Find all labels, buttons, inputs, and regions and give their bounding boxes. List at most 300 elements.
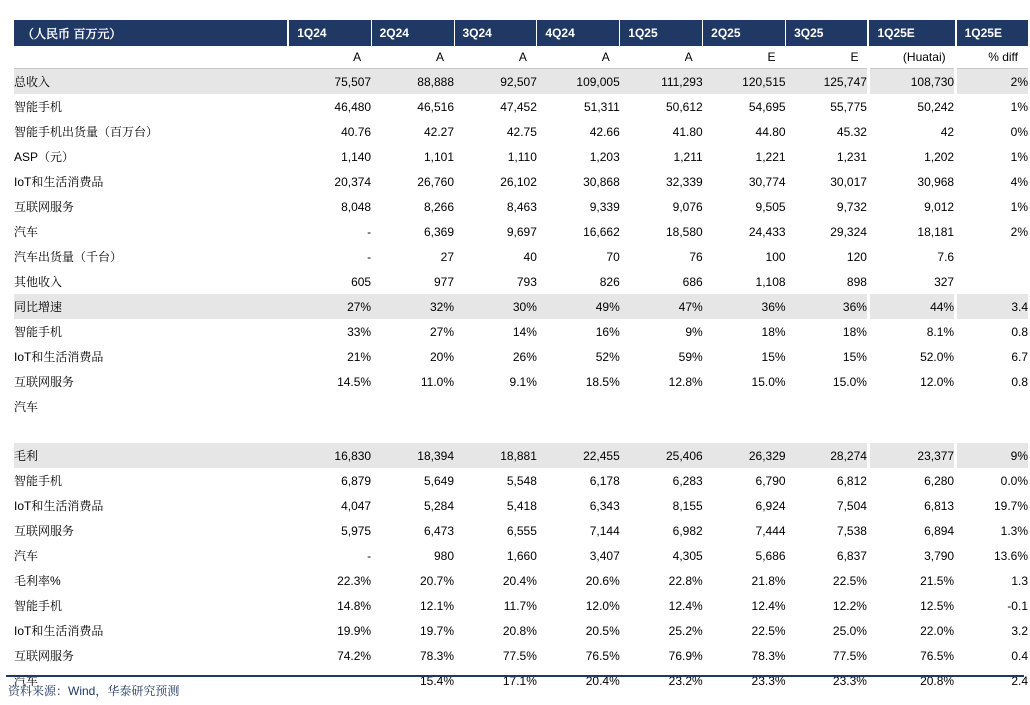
cell-value: 40.76 — [341, 124, 372, 139]
cell-value: 1.3 — [956, 568, 1028, 593]
cell-value — [620, 394, 703, 419]
subheader-5: A — [620, 46, 703, 69]
cell-value: 26,329 — [703, 443, 786, 468]
subheader-9: % diff — [956, 46, 1028, 69]
cell-value: 42.75 — [506, 124, 537, 139]
cell-value: 76.5% — [868, 643, 955, 668]
cell-value: 20.4% — [585, 673, 620, 688]
cell-value — [537, 394, 620, 419]
cell-value: 826 — [599, 274, 620, 289]
subheader-label — [14, 46, 288, 69]
cell-value: 19.7% — [419, 623, 454, 638]
cell-value: 793 — [516, 274, 537, 289]
row-label: 毛利率% — [14, 574, 61, 588]
cell-value: 19.7% — [956, 493, 1028, 518]
row-label: 总收入 — [14, 69, 288, 95]
row-label: 汽车 — [14, 225, 39, 239]
row-label: 智能手机 — [14, 474, 63, 488]
cell-value: 1,140 — [341, 149, 372, 164]
cell-value: 27 — [440, 249, 454, 264]
cell-value: 15.0% — [832, 374, 867, 389]
cell-value: 36% — [786, 294, 869, 319]
cell-value: 15% — [842, 349, 867, 364]
cell-value: 6,813 — [868, 493, 955, 518]
row-label: 汽车出货量（千台） — [14, 250, 123, 264]
cell-value — [454, 394, 537, 419]
cell-value: 2% — [956, 219, 1028, 244]
header-col-1q25e-huatai: 1Q25E — [868, 20, 955, 46]
cell-value: 29,324 — [830, 224, 867, 239]
cell-value: 6.7 — [956, 344, 1028, 369]
cell-value: 9,012 — [868, 194, 955, 219]
cell-value: 5,284 — [423, 498, 454, 513]
cell-value: 50,242 — [868, 94, 955, 119]
cell-value: 59% — [678, 349, 703, 364]
cell-value: 12.4% — [751, 598, 786, 613]
cell-value: 42.27 — [423, 124, 454, 139]
table-row — [14, 119, 1028, 144]
cell-value: 15% — [761, 349, 786, 364]
cell-value: 23.3% — [832, 673, 867, 688]
cell-value: 1% — [956, 194, 1028, 219]
cell-value: 55,775 — [830, 99, 867, 114]
cell-value: 30,774 — [748, 174, 786, 189]
cell-value: 26,760 — [417, 174, 454, 189]
cell-value: 21% — [347, 349, 372, 364]
cell-value: 125,747 — [786, 69, 869, 95]
header-col-1q25: 1Q25 — [620, 20, 703, 46]
cell-value: 5,548 — [506, 473, 537, 488]
cell-value: 605 — [351, 274, 372, 289]
cell-value: 16,830 — [288, 443, 371, 468]
cell-value: 8.1% — [868, 319, 955, 344]
cell-value: 17.1% — [502, 673, 537, 688]
cell-value: 1,108 — [755, 274, 786, 289]
cell-value: 6,178 — [589, 473, 620, 488]
cell-value: 898 — [846, 274, 867, 289]
cell-value — [288, 394, 371, 419]
cell-value: 30% — [454, 294, 537, 319]
row-label: IoT和生活消费品 — [14, 624, 104, 638]
cell-value: 0.8 — [956, 319, 1028, 344]
cell-value: 3,790 — [868, 543, 955, 568]
cell-value: 33% — [347, 324, 372, 339]
cell-value: 7,504 — [836, 498, 867, 513]
table-row — [14, 518, 1028, 543]
cell-value: 108,730 — [868, 69, 955, 95]
table-row — [14, 593, 1028, 618]
table-row — [14, 394, 1028, 419]
cell-value: 22.8% — [668, 573, 703, 588]
cell-value: 18.5% — [585, 374, 620, 389]
cell-value: 76 — [689, 249, 703, 264]
header-label: （人民币 百万元） — [14, 20, 288, 46]
cell-value: 32% — [371, 294, 454, 319]
cell-value: 977 — [433, 274, 454, 289]
footer — [0, 675, 1030, 705]
cell-value: 12.1% — [419, 598, 454, 613]
cell-value: 42 — [868, 119, 955, 144]
cell-value: 0.4 — [956, 643, 1028, 668]
subheader-3: A — [454, 46, 537, 69]
cell-value — [868, 419, 955, 443]
cell-value: 6,555 — [506, 523, 537, 538]
cell-value: 22,455 — [537, 443, 620, 468]
cell-value: 6,473 — [423, 523, 454, 538]
cell-value: - — [367, 224, 372, 239]
cell-value: 8,155 — [672, 498, 703, 513]
cell-value: 45.32 — [836, 124, 867, 139]
cell-value: 14.5% — [337, 374, 372, 389]
header-col-2q24: 2Q24 — [371, 20, 454, 46]
cell-value: - — [367, 548, 372, 563]
cell-value: 8,463 — [506, 199, 537, 214]
cell-value: 75,507 — [288, 69, 371, 95]
cell-value: 2% — [956, 69, 1028, 95]
cell-value: 26,102 — [500, 174, 537, 189]
table-row — [14, 443, 1028, 468]
cell-value: 51,311 — [583, 99, 620, 114]
cell-value: 54,695 — [748, 99, 786, 114]
cell-value: 16% — [595, 324, 620, 339]
cell-value: 92,507 — [454, 69, 537, 95]
cell-value: 3,407 — [589, 548, 620, 563]
cell-value: 1,101 — [423, 149, 454, 164]
table-row — [14, 169, 1028, 194]
cell-value — [786, 419, 869, 443]
cell-value: 8,266 — [423, 199, 454, 214]
cell-value: 28,274 — [786, 443, 869, 468]
cell-value: 22.0% — [868, 618, 955, 643]
subheader-1: A — [288, 46, 371, 69]
cell-value: 9,505 — [755, 199, 786, 214]
header-col-1q25e-diff: 1Q25E — [956, 20, 1028, 46]
cell-value: 25,406 — [620, 443, 703, 468]
cell-value — [703, 394, 786, 419]
subheader-2: A — [371, 46, 454, 69]
cell-value: 5,649 — [423, 473, 454, 488]
cell-value: 24,433 — [748, 224, 786, 239]
cell-value: 18% — [761, 324, 786, 339]
cell-value: 0.8 — [956, 369, 1028, 394]
row-label: 互联网服务 — [14, 200, 75, 214]
subheader-6: E — [703, 46, 786, 69]
financial-table — [14, 20, 1028, 693]
cell-value — [454, 419, 537, 443]
header-col-1q24: 1Q24 — [288, 20, 371, 46]
cell-value: 686 — [682, 274, 703, 289]
cell-value: 1% — [956, 144, 1028, 169]
cell-value: 1,660 — [506, 548, 537, 563]
cell-value: 4,305 — [672, 548, 703, 563]
cell-value: 1,110 — [507, 149, 537, 164]
cell-value: 18% — [842, 324, 867, 339]
row-label: IoT和生活消费品 — [14, 175, 104, 189]
cell-value: 6,280 — [868, 468, 955, 493]
cell-value: 15.0% — [751, 374, 786, 389]
cell-value: 6,982 — [672, 523, 703, 538]
cell-value: 18,181 — [868, 219, 955, 244]
cell-value: 5,686 — [755, 548, 786, 563]
cell-value: 12.0% — [585, 598, 620, 613]
table-row — [14, 144, 1028, 169]
cell-value: 327 — [868, 269, 955, 294]
row-label: 互联网服务 — [14, 524, 75, 538]
cell-value — [620, 419, 703, 443]
cell-value: 27% — [429, 324, 454, 339]
header-col-3q24: 3Q24 — [454, 20, 537, 46]
cell-value: 88,888 — [371, 69, 454, 95]
cell-value: 27% — [288, 294, 371, 319]
cell-value — [537, 419, 620, 443]
cell-value — [956, 419, 1028, 443]
cell-value — [956, 269, 1028, 294]
cell-value: 7,144 — [589, 523, 620, 538]
row-label: 汽车 — [14, 549, 39, 563]
subheader-8: (Huatai) — [868, 46, 955, 69]
table-header — [14, 20, 1028, 69]
cell-value: 18,394 — [371, 443, 454, 468]
cell-value: 20.5% — [585, 623, 620, 638]
cell-value: 22.5% — [751, 623, 786, 638]
cell-value: 46,516 — [417, 99, 454, 114]
header-row — [14, 20, 1028, 46]
cell-value: 7,538 — [836, 523, 867, 538]
cell-value: 46,480 — [334, 99, 372, 114]
cell-value: 11.7% — [503, 598, 537, 613]
cell-value: 40 — [523, 249, 537, 264]
cell-value: -0.1 — [956, 593, 1028, 618]
cell-value: 74.2% — [337, 648, 372, 663]
cell-value: 6,924 — [755, 498, 786, 513]
row-label: 智能手机 — [14, 100, 63, 114]
table-row — [14, 468, 1028, 493]
cell-value: 32,339 — [665, 174, 703, 189]
cell-value: 22.5% — [832, 573, 867, 588]
cell-value: 44.80 — [755, 124, 786, 139]
cell-value: 52% — [595, 349, 620, 364]
cell-value: 22.3% — [337, 573, 372, 588]
cell-value: 13.6% — [956, 543, 1028, 568]
row-label — [14, 419, 288, 443]
table-row — [14, 194, 1028, 219]
cell-value — [868, 394, 955, 419]
cell-value: 1,203 — [589, 149, 620, 164]
cell-value: 6,343 — [589, 498, 620, 513]
cell-value: 100 — [765, 249, 786, 264]
cell-value: 23.3% — [751, 673, 786, 688]
cell-value: 26% — [512, 349, 537, 364]
table-row — [14, 344, 1028, 369]
cell-value: 9.1% — [509, 374, 537, 389]
cell-value: 30,017 — [830, 174, 867, 189]
table-row — [14, 643, 1028, 668]
cell-value — [288, 419, 371, 443]
subheader-4: A — [537, 46, 620, 69]
table-row — [14, 69, 1028, 95]
cell-value: 1% — [956, 94, 1028, 119]
cell-value: 23,377 — [868, 443, 955, 468]
cell-value: 52.0% — [868, 344, 955, 369]
table-row — [14, 419, 1028, 443]
cell-value: 6,879 — [341, 473, 372, 488]
cell-value: 30,968 — [868, 169, 955, 194]
cell-value: 9,697 — [506, 224, 537, 239]
cell-value — [703, 419, 786, 443]
cell-value: 7.6 — [868, 244, 955, 269]
cell-value: 4,047 — [341, 498, 372, 513]
cell-value: 15.4% — [419, 673, 454, 688]
cell-value: 5,975 — [341, 523, 372, 538]
cell-value: 77.5% — [832, 648, 867, 663]
table-row — [14, 219, 1028, 244]
cell-value: 109,005 — [537, 69, 620, 95]
cell-value: 9% — [956, 443, 1028, 468]
cell-value: 21.5% — [868, 568, 955, 593]
cell-value: 20% — [429, 349, 454, 364]
cell-value: 20.8% — [502, 623, 537, 638]
cell-value: 12.2% — [832, 598, 867, 613]
cell-value: 77.5% — [502, 648, 537, 663]
cell-value: 20.6% — [585, 573, 620, 588]
cell-value — [371, 394, 454, 419]
row-label: IoT和生活消费品 — [14, 499, 104, 513]
cell-value: 30,868 — [583, 174, 620, 189]
table-row — [14, 369, 1028, 394]
table-row — [14, 493, 1028, 518]
row-label: 毛利 — [14, 443, 288, 468]
cell-value: 111,293 — [620, 69, 703, 95]
cell-value: 120,515 — [703, 69, 786, 95]
cell-value: 120 — [846, 249, 867, 264]
cell-value: 8,048 — [341, 199, 372, 214]
cell-value: 20.8% — [868, 668, 955, 693]
cell-value: 14% — [512, 324, 537, 339]
cell-value: 1,221 — [755, 149, 786, 164]
cell-value: 12.8% — [668, 374, 703, 389]
cell-value: 5,418 — [506, 498, 537, 513]
cell-value — [371, 419, 454, 443]
cell-value: 1,202 — [868, 144, 955, 169]
cell-value: 9,732 — [836, 199, 867, 214]
cell-value: 20.4% — [502, 573, 537, 588]
cell-value: 9,076 — [672, 199, 703, 214]
table-row — [14, 568, 1028, 593]
cell-value: 16,662 — [583, 224, 620, 239]
cell-value: 49% — [537, 294, 620, 319]
cell-value: 4% — [956, 169, 1028, 194]
cell-value: 76.9% — [668, 648, 703, 663]
cell-value: 0.0% — [956, 468, 1028, 493]
cell-value: 25.2% — [668, 623, 703, 638]
table-row — [14, 319, 1028, 344]
table-row — [14, 294, 1028, 319]
header-col-2q25: 2Q25 — [703, 20, 786, 46]
table-row — [14, 244, 1028, 269]
cell-value: 9,339 — [589, 199, 620, 214]
cell-value: 980 — [433, 548, 454, 563]
cell-value — [786, 394, 869, 419]
cell-value: 12.5% — [868, 593, 955, 618]
cell-value: 20.7% — [419, 573, 454, 588]
cell-value: 19.9% — [337, 623, 372, 638]
cell-value: 78.3% — [419, 648, 454, 663]
row-label: 智能手机出货量（百万台） — [14, 125, 159, 139]
cell-value — [956, 394, 1028, 419]
cell-value: 2.4 — [956, 668, 1028, 693]
cell-value: 14.8% — [337, 598, 372, 613]
cell-value: 42.66 — [589, 124, 620, 139]
table-row — [14, 94, 1028, 119]
cell-value: 11.0% — [420, 374, 454, 389]
row-label: 智能手机 — [14, 599, 63, 613]
cell-value: 6,790 — [755, 473, 786, 488]
source-note: 资料来源：Wind，华泰研究预测 — [8, 684, 180, 698]
table-row — [14, 543, 1028, 568]
table-body — [14, 69, 1028, 694]
cell-value: 6,283 — [672, 473, 703, 488]
row-label: 汽车 — [14, 674, 39, 688]
row-label: 互联网服务 — [14, 649, 75, 663]
cell-value: 20,374 — [334, 174, 372, 189]
row-label: IoT和生活消费品 — [14, 350, 104, 364]
cell-value: 1,211 — [673, 149, 703, 164]
cell-value: 6,812 — [836, 473, 867, 488]
header-subrow — [14, 46, 1028, 69]
cell-value: 25.0% — [832, 623, 867, 638]
row-label: 互联网服务 — [14, 375, 75, 389]
cell-value: 6,369 — [423, 224, 454, 239]
subheader-7: E — [786, 46, 869, 69]
cell-value: 50,612 — [665, 99, 703, 114]
table-row — [14, 618, 1028, 643]
cell-value: 0% — [956, 119, 1028, 144]
cell-value — [956, 244, 1028, 269]
cell-value: 47% — [620, 294, 703, 319]
row-label: 同比增速 — [14, 294, 288, 319]
cell-value: 70 — [606, 249, 620, 264]
row-label: ASP（元） — [14, 150, 75, 164]
header-col-4q24: 4Q24 — [537, 20, 620, 46]
cell-value: 18,881 — [454, 443, 537, 468]
cell-value: 6,837 — [836, 548, 867, 563]
cell-value: 41.80 — [672, 124, 703, 139]
cell-value: 21.8% — [751, 573, 786, 588]
header-col-3q25: 3Q25 — [786, 20, 869, 46]
cell-value: 3.4 — [956, 294, 1028, 319]
cell-value: 47,452 — [500, 99, 537, 114]
row-label: 智能手机 — [14, 325, 63, 339]
cell-value: 1,231 — [836, 149, 867, 164]
row-label: 汽车 — [14, 400, 39, 414]
cell-value: - — [367, 249, 372, 264]
cell-value: 12.4% — [668, 598, 703, 613]
cell-value: 12.0% — [868, 369, 955, 394]
cell-value: 36% — [703, 294, 786, 319]
cell-value: 78.3% — [751, 648, 786, 663]
cell-value: 9% — [685, 324, 703, 339]
cell-value: 7,444 — [755, 523, 786, 538]
row-label: 其他收入 — [14, 275, 63, 289]
cell-value: 3.2 — [956, 618, 1028, 643]
table-row — [14, 269, 1028, 294]
cell-value: 18,580 — [665, 224, 703, 239]
cell-value: 76.5% — [585, 648, 620, 663]
cell-value: 6,894 — [868, 518, 955, 543]
cell-value: 1.3% — [956, 518, 1028, 543]
cell-value: 23.2% — [668, 673, 703, 688]
cell-value: 44% — [868, 294, 955, 319]
